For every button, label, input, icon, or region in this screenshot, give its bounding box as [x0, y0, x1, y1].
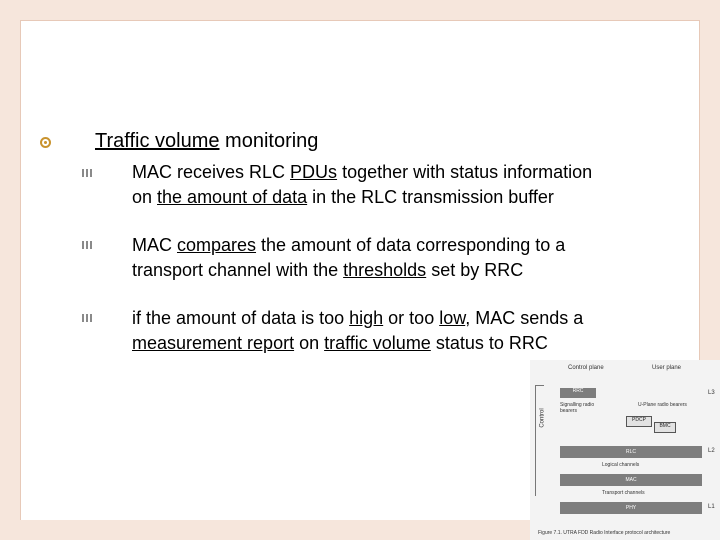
bullet-3-segment: or too	[383, 308, 440, 328]
slide-frame-left	[0, 0, 21, 540]
bullet-3-segment: status to RRC	[430, 332, 548, 353]
bullet-3-segment: on	[294, 332, 325, 353]
figure-l3-label: L3	[708, 390, 715, 396]
figure-rrc-box: RRC	[560, 388, 596, 398]
heading-text: monitoring	[219, 130, 319, 152]
bullet-3-segment: , MAC sends a	[465, 308, 584, 328]
slide-frame-top	[20, 0, 700, 21]
figure-pdcp-box: PDCP	[626, 416, 652, 427]
bullet-1-segment: in the RLC transmission buffer	[307, 186, 554, 207]
bullet-3-segment: measurement report	[132, 332, 295, 353]
bullet-2-segment: thresholds	[343, 259, 427, 280]
figure-phy-box: PHY	[560, 502, 702, 514]
figure-bmc-box: BMC	[654, 422, 676, 433]
bullet-3-segment: high	[349, 308, 384, 328]
figure-signalling-label: Signalling radio bearers	[560, 402, 595, 414]
figure-control-lines	[535, 385, 544, 496]
bullet-2-segment: set by RRC	[426, 259, 524, 280]
bullet-2-segment: MAC	[132, 235, 177, 255]
bullet-text-2	[132, 233, 612, 282]
figure-control-label: Control	[539, 408, 546, 428]
bullet-text-3	[132, 306, 612, 355]
figure-rlc-box: RLC	[560, 446, 702, 458]
heading-bullet-icon	[40, 137, 51, 148]
bullet-2-segment: the amount of data corresponding to a transport channel with the	[132, 235, 566, 280]
protocol-architecture-figure	[530, 360, 720, 540]
bullet-2-segment: compares	[177, 235, 257, 255]
figure-uplane-label: U-Plane radio bearers	[638, 402, 687, 408]
bullet-1-segment: the amount of data	[157, 186, 308, 207]
slide-heading	[95, 130, 318, 153]
sub-bullet-icon	[82, 168, 96, 178]
sub-bullet-icon	[82, 313, 96, 323]
bullet-text-1	[132, 160, 612, 209]
bullet-3-segment: low	[439, 308, 466, 328]
figure-caption: Figure 7.1. UTRA FDD Radio Interface protocol architecture	[538, 530, 671, 536]
sub-bullet-icon	[82, 240, 96, 250]
figure-user-plane-label: User plane	[652, 365, 682, 371]
figure-control-plane-label: Control plane	[568, 365, 604, 371]
figure-transport-label: Transport channels	[602, 490, 645, 496]
figure-mac-box: MAC	[560, 474, 702, 486]
bullet-3-segment: if the amount of data is too	[132, 308, 350, 328]
bullet-3-segment: traffic volume	[324, 332, 431, 353]
bullet-1-segment: MAC receives RLC	[132, 162, 291, 182]
bullet-1-segment: PDUs	[290, 162, 338, 182]
figure-l1-label: L1	[708, 504, 715, 510]
bullet-1-segment: together with status information on	[132, 162, 593, 207]
figure-l2-label: L2	[708, 448, 715, 454]
heading-underlined-text: Traffic volume	[95, 130, 220, 152]
figure-logical-label: Logical channels	[602, 462, 640, 468]
